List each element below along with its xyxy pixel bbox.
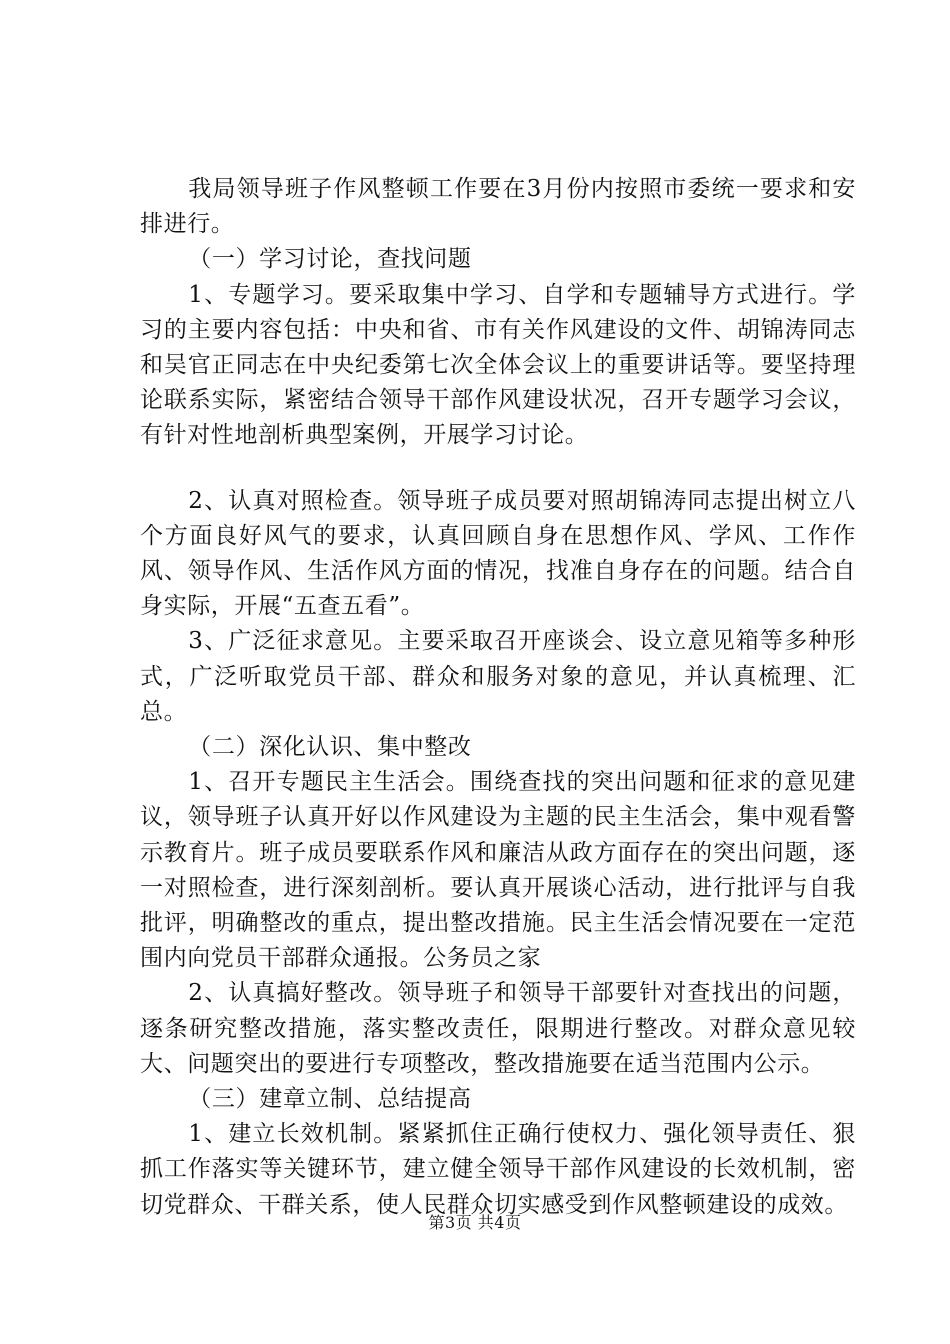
- paragraph-check: 2、认真对照检查。领导班子成员要对照胡锦涛同志提出树立八个方面良好风气的要求，认真回顾自身在思想作风、学风、工作作风、领导作风、生活作风方面的情况，找准自身存在的问题。结合自身实际，开展“五查五看”。: [140, 487, 856, 620]
- paragraph-mechanism: 1、建立长效机制。紧紧抓住正确行使权力、强化领导责任、狠抓工作落实等关键环节，建立健全领导干部作风建设的长效机制，密切党群众、干群关系，使人民群众切实感受到作风整顿建设的成效。: [140, 1121, 856, 1218]
- document-body: [140, 172, 856, 1223]
- intro-paragraph: 我局领导班子作风整顿工作要在3月份内按照市委统一要求和安排进行。: [140, 176, 856, 238]
- section-heading-3: （三）建章立制、总结提高: [188, 1086, 472, 1113]
- section-heading-2: （二）深化认识、集中整改: [188, 734, 472, 761]
- paragraph-opinions: 3、广泛征求意见。主要采取召开座谈会、设立意见箱等多种形式，广泛听取党员干部、群众和服务对象的意见，并认真梳理、汇总。: [140, 628, 856, 725]
- section-heading-1: （一）学习讨论，查找问题: [188, 246, 472, 273]
- page-number: 第3页 共4页: [428, 1213, 522, 1232]
- paragraph-rectify: 2、认真搞好整改。领导班子和领导干部要针对查找出的问题，逐条研究整改措施，落实整改责任，限期进行整改。对群众意见较大、问题突出的要进行专项整改，整改措施要在适当范围内公示。: [140, 980, 856, 1077]
- paragraph-meeting: 1、召开专题民主生活会。围绕查找的突出问题和征求的意见建议，领导班子认真开好以作风建设为主题的民主生活会，集中观看警示教育片。班子成员要联系作风和廉洁从政方面存在的突出问题，逐一对照检查，进行深刻剖析。要认真开展谈心活动，进行批评与自我批评，明确整改的重点，提出整改措施。民主生活会情况要在一定范围内向党员干部群众通报。公务员之家: [140, 769, 856, 972]
- paragraph-study: 1、专题学习。要采取集中学习、自学和专题辅导方式进行。学习的主要内容包括：中央和省、市有关作风建设的文件、胡锦涛同志和吴官正同志在中央纪委第七次全体会议上的重要讲话等。要坚持理论联系实际，紧密结合领导干部作风建设状况，召开专题学习会议，有针对性地剖析典型案例，开展学习讨论。: [140, 281, 856, 449]
